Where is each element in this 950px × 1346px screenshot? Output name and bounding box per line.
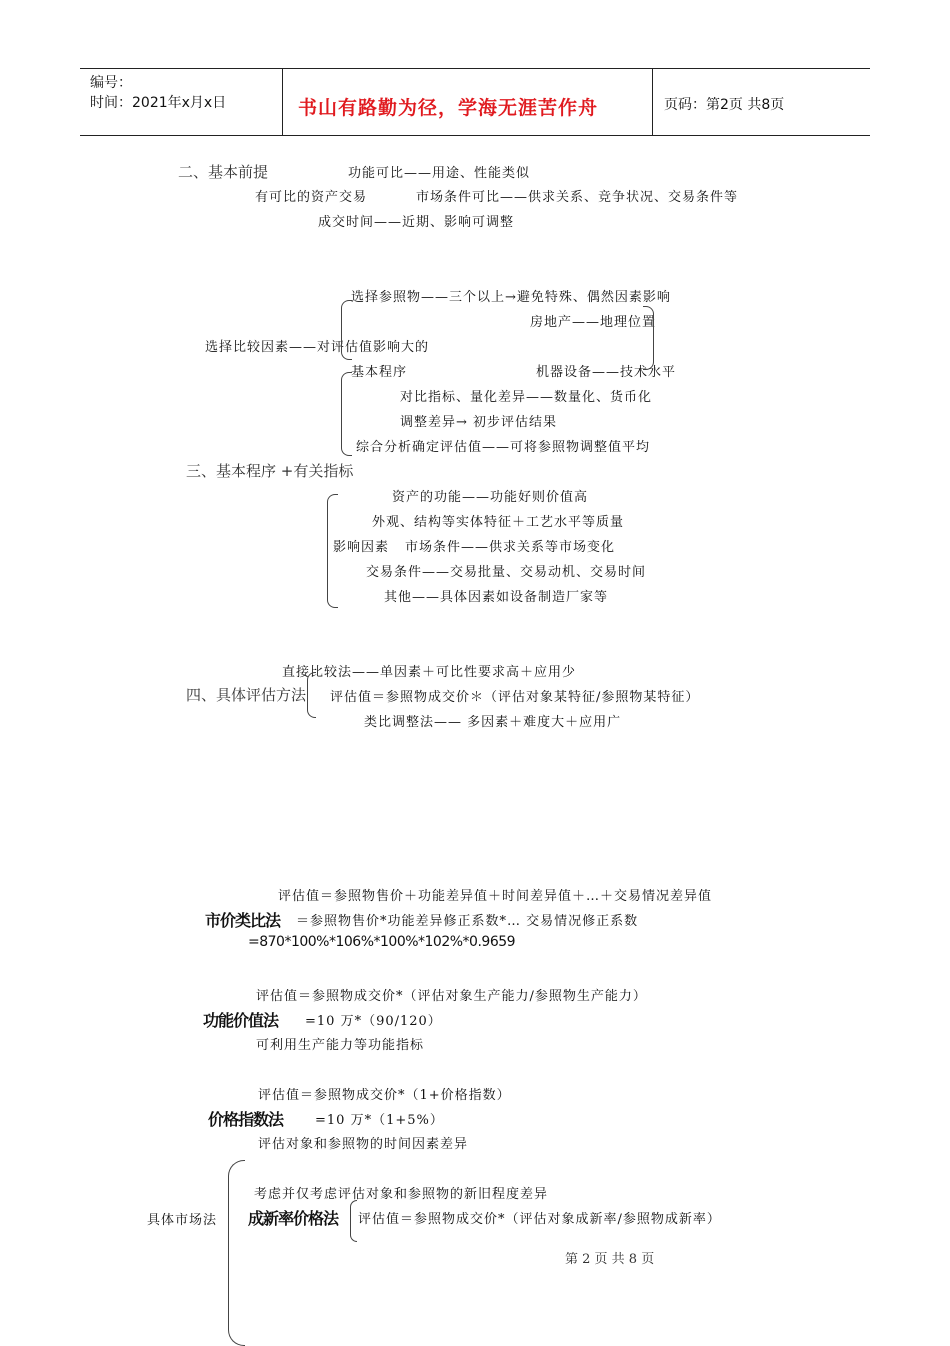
function-value-note: 可利用生产能力等功能指标 [256,1038,425,1053]
price-index-name: 价格指数法 [208,1110,284,1129]
factor-market-conditions: 市场条件——供求关系等市场变化 [405,540,616,555]
section-heading: 三、基本程序 +有关指标 [186,462,354,480]
premise-lead: 有可比的资产交易 [255,190,368,205]
newness-rate-name: 成新率价格法 [248,1209,339,1228]
premise-item: 市场条件可比——供求关系、竞争状况、交易条件等 [416,190,739,205]
factor-others: 其他——具体因素如设备制造厂家等 [384,590,609,605]
section-heading: 四、具体评估方法 [186,686,307,704]
method-direct-comparison: 直接比较法——单因素＋可比性要求高＋应用少 [282,665,577,680]
factor-asset-function: 资产的功能——功能好则价值高 [392,490,589,505]
method-analogy-adjustment: 类比调整法—— 多因素＋难度大＋应用广 [364,715,622,730]
newness-rate-formula: 评估值＝参照物成交价*（评估对象成新率/参照物成新率） [358,1212,721,1227]
premise-item: 功能可比——用途、性能类似 [348,166,531,181]
procedure-select-factors: 选择比较因素——对评估值影响大的 [205,340,430,355]
procedure-compare-index: 对比指标、量化差异——数量化、货币化 [400,390,653,405]
newness-rate-brace [350,1200,357,1242]
factor-trade-conditions: 交易条件——交易批量、交易动机、交易时间 [366,565,647,580]
market-analog-name: 市价类比法 [205,911,281,930]
doc-time-label: 时间：2021年x月x日 [90,95,227,111]
page-footer: 第 2 页 共 8 页 [565,1252,655,1267]
section-heading: 二、基本前提 [178,163,269,181]
market-analog-formula: ＝参照物售价*功能差异修正系数*… 交易情况修正系数 [296,914,639,929]
procedure-brace-upper [341,300,352,360]
price-index-formula: 评估值＝参照物成交价*（1+价格指数） [258,1088,511,1103]
function-value-calculation: =10 万*（90/120） [305,1014,442,1029]
market-method-group-label: 具体市场法 [147,1213,218,1228]
header-bottom-rule [80,135,870,136]
method-formula: 评估值＝参照物成交价＊（评估对象某特征/参照物某特征） [330,690,700,705]
price-index-calculation: =10 万*（1+5%） [315,1113,444,1128]
price-index-note: 评估对象和参照物的时间因素差异 [258,1137,469,1152]
header-motto: 书山有路勤为径，学海无涯苦作舟 [298,97,599,119]
factor-appearance: 外观、结构等实体特征＋工艺水平等质量 [372,515,625,530]
procedure-label: 基本程序 [351,365,408,380]
procedure-select-reference: 选择参照物——三个以上→避免特殊、偶然因素影响 [351,290,671,305]
newness-rate-note: 考虑并仅考虑评估对象和参照物的新旧程度差异 [254,1187,549,1202]
method-brace [307,672,316,718]
header-divider-right [652,68,653,136]
market-analog-calculation: =870*100%*106%*100%*102%*0.9659 [248,934,516,950]
header-divider-left [282,68,283,136]
procedure-final-value: 综合分析确定评估值——可将参照物调整值平均 [356,440,651,455]
procedure-machinery: 机器设备——技术水平 [536,365,677,380]
market-analog-formula: 评估值＝参照物售价＋功能差异值＋时间差异值＋…＋交易情况差异值 [278,889,713,904]
page-info: 页码：第2页 共8页 [664,97,785,113]
doc-number-label: 编号： [90,75,132,91]
factor-label: 影响因素 [333,540,390,555]
market-method-brace [228,1160,245,1346]
procedure-real-estate: 房地产——地理位置 [530,315,657,330]
function-value-formula: 评估值＝参照物成交价*（评估对象生产能力/参照物生产能力） [256,989,647,1004]
procedure-adjust-diff: 调整差异→ 初步评估结果 [400,415,558,430]
function-value-name: 功能价值法 [203,1011,279,1030]
procedure-brace-lower [341,372,352,456]
header-top-rule [80,68,870,69]
premise-item: 成交时间——近期、影响可调整 [318,215,515,230]
